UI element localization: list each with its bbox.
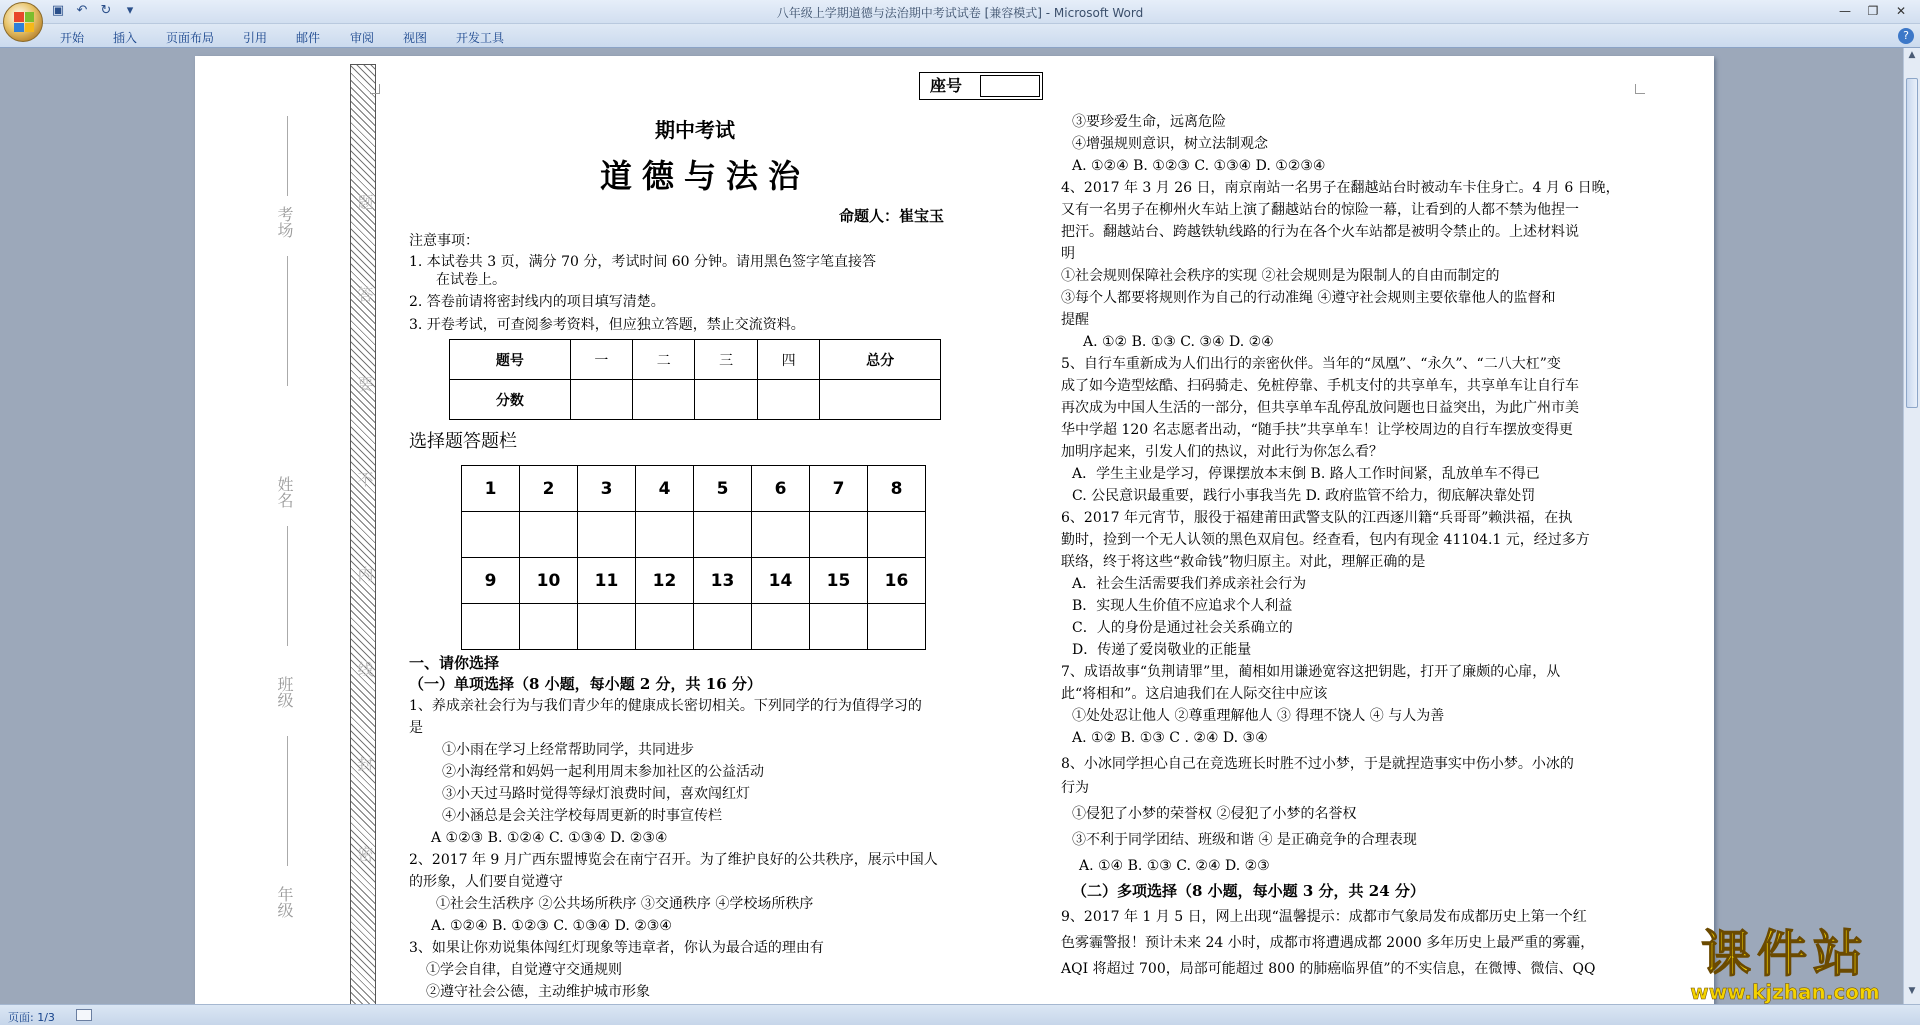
score-table: [449, 339, 941, 420]
answer-number: 11: [578, 558, 636, 604]
question-line: AQI 将超过 700，局部可能超过 800 的肺癌临界值”的不实信息，在微博、微信、QQ: [1061, 961, 1596, 977]
ribbon-tabs: [0, 24, 1920, 48]
score-table-header: 三: [695, 340, 757, 380]
watermark: [1670, 924, 1900, 1004]
section-heading: 一、请你选择: [409, 654, 500, 672]
option-line: ①社会生活秩序 ②公共场所秩序 ③交通秩序 ④学校场所秩序: [436, 896, 814, 912]
answer-cell[interactable]: [810, 512, 868, 558]
option-line: ②遵守社会公德，主动维护城市形象: [426, 984, 650, 1000]
score-cell[interactable]: [570, 380, 632, 420]
answer-number: 2: [520, 466, 578, 512]
choice-line: C. 公民意识最重要，践行小事我当先 D. 政府监管不给力，彻底解决靠处罚: [1072, 488, 1536, 504]
answer-number: 3: [578, 466, 636, 512]
scroll-up-icon[interactable]: ▲: [1908, 50, 1916, 60]
answer-number: 13: [694, 558, 752, 604]
score-cell[interactable]: [757, 380, 819, 420]
section-subheading: （二）多项选择（8 小题，每小题 3 分，共 24 分）: [1072, 882, 1425, 900]
watermark-title: 课件站: [1701, 924, 1869, 983]
question-line: 6、2017 年元宵节，服役于福建莆田武警支队的江西逐川籍“兵哥哥”赖洪福，在执: [1061, 510, 1573, 526]
seal-char: 密: [355, 846, 374, 862]
answer-number: 10: [520, 558, 578, 604]
answer-number: 15: [810, 558, 868, 604]
answer-cell[interactable]: [520, 512, 578, 558]
answer-number: 8: [868, 466, 926, 512]
seal-char: 线: [355, 661, 374, 677]
option-line: ③不利于同学团结、班级和谐 ④ 是正确竞争的合理表现: [1072, 832, 1417, 848]
scrollbar-thumb[interactable]: [1906, 78, 1918, 408]
option-line: ①侵犯了小梦的荣誉权 ②侵犯了小梦的名誉权: [1072, 806, 1357, 822]
question-line: 7、成语故事“负荆请罪”里，蔺相如用谦逊宽容这把钥匙，打开了廉颇的心扉，从: [1061, 664, 1561, 680]
answer-cell[interactable]: [520, 604, 578, 650]
tab-developer[interactable]: 开发工具: [456, 31, 505, 45]
title-bar: [0, 0, 1920, 24]
answer-cell[interactable]: [578, 512, 636, 558]
choice-line: D．传递了爱岗敬业的正能量: [1072, 642, 1252, 658]
score-table-header: 二: [633, 340, 695, 380]
answer-cell[interactable]: [868, 604, 926, 650]
office-button[interactable]: [3, 2, 43, 42]
option-line: ①社会规则保障社会秩序的实现 ②社会规则是为限制人的自由而制定的: [1061, 268, 1500, 284]
answer-number: 5: [694, 466, 752, 512]
question-line: 5、自行车重新成为人们出行的亲密伙伴。当年的“凤凰”、“永久”、“二八大杠”变: [1061, 356, 1561, 372]
answer-grid-heading: 选择题答题栏: [409, 431, 517, 452]
option-line: ③要珍爱生命，远离危险: [1072, 114, 1226, 130]
minimize-icon[interactable]: —: [1839, 4, 1851, 18]
customize-toolbar-icon[interactable]: ▾: [126, 3, 134, 18]
save-icon[interactable]: ▣: [51, 3, 65, 18]
choice-line: A. ①② B. ①③ C . ②④ D. ③④: [1072, 730, 1268, 746]
answer-cell[interactable]: [752, 604, 810, 650]
answer-number: 9: [462, 558, 520, 604]
seal-char: 内: [355, 566, 374, 582]
option-line: ④小涵总是会关注学校每周更新的时事宣传栏: [442, 808, 722, 824]
binding-label-class: 班级: [275, 676, 294, 708]
question-line: 的形象，人们要自觉遵守: [409, 874, 563, 890]
tab-insert[interactable]: 插入: [113, 31, 138, 45]
question-line: 8、小冰同学担心自己在竞选班长时胜不过小梦，于是就捏造事实中伤小梦。小冰的: [1061, 756, 1574, 772]
watermark-url: www.kjzhan.com: [1690, 980, 1880, 1004]
answer-grid: [461, 465, 926, 650]
tab-page-layout[interactable]: 页面布局: [166, 31, 215, 45]
answer-cell[interactable]: [694, 604, 752, 650]
notice-heading: 注意事项：: [409, 233, 479, 249]
office-logo-icon: [14, 12, 34, 32]
choice-line: A. ①②④ B. ①②③ C. ①③④ D. ②③④: [431, 918, 672, 934]
answer-number: 6: [752, 466, 810, 512]
notice-line: 2. 答卷前请将密封线内的项目填写清楚。: [409, 294, 665, 310]
question-line: 2、2017 年 9 月广西东盟博览会在南宁召开。为了维护良好的公共秩序，展示中国人: [409, 852, 938, 868]
answer-cell[interactable]: [578, 604, 636, 650]
option-line: ③小天过马路时觉得等绿灯浪费时间，喜欢闯红灯: [442, 786, 750, 802]
answer-cell[interactable]: [868, 512, 926, 558]
option-line: ④增强规则意识，树立法制观念: [1072, 136, 1268, 152]
option-line: ①小雨在学习上经常帮助同学，共同进步: [442, 742, 694, 758]
choice-line: A．社会生活需要我们养成亲社会行为: [1072, 576, 1307, 592]
option-line: ①处处忍让他人 ②尊重理解他人 ③ 得理不饶人 ④ 与人为善: [1072, 708, 1445, 724]
choice-line: A．学生主业是学习，停课摆放本末倒 B. 路人工作时间紧，乱放单车不得已: [1072, 466, 1540, 482]
answer-number: 1: [462, 466, 520, 512]
choice-line: B．实现人生价值不应追求个人利益: [1072, 598, 1293, 614]
seal-char: 答: [355, 286, 374, 302]
answer-number: 12: [636, 558, 694, 604]
option-line: ①学会自律，自觉遵守交通规则: [426, 962, 622, 978]
question-line: 4、2017 年 3 月 26 日，南京南站一名男子在翻越站台时被动车卡住身亡。4 月 6 日晚，: [1061, 180, 1620, 196]
question-line: 又有一名男子在柳州火车站上演了翻越站台的惊险一幕，让看到的人都不禁为他捏一: [1061, 202, 1579, 218]
notice-line: 3. 开卷考试，可查阅参考资料，但应独立答题，禁止交流资料。: [409, 317, 805, 333]
seal-char: 要: [355, 376, 374, 392]
vertical-scrollbar[interactable]: [1903, 48, 1920, 1004]
tab-view[interactable]: 视图: [403, 31, 428, 45]
tab-mailings[interactable]: 邮件: [296, 31, 321, 45]
author-line: 命题人：崔宝玉: [839, 207, 945, 225]
option-line: ②小海经常和妈妈一起利用周末参加社区的公益活动: [442, 764, 764, 780]
score-table-header: 题号: [450, 340, 571, 380]
answer-number: 7: [810, 466, 868, 512]
answer-cell[interactable]: [636, 604, 694, 650]
score-cell[interactable]: [695, 380, 757, 420]
question-line: 明: [1061, 246, 1075, 262]
question-line: 把汗。翻越站台、跨越铁轨线路的行为在各个火车站都是被明令禁止的。上述材料说: [1061, 224, 1579, 240]
score-table-header: 总分: [820, 340, 941, 380]
page-count[interactable]: 页面: 1/3: [8, 1011, 55, 1024]
binding-label-grade: 年级: [275, 886, 294, 918]
choice-line: A ①②③ B. ①②④ C. ①③④ D. ②③④: [431, 830, 668, 846]
undo-icon[interactable]: ↶: [76, 3, 88, 18]
question-line: 9、2017 年 1 月 5 日，网上出现“温馨提示：成都市气象局发布成都历史上第一个红: [1061, 909, 1587, 925]
language-icon[interactable]: [76, 1009, 92, 1021]
answer-cell[interactable]: [752, 512, 810, 558]
seal-char: 封: [355, 756, 374, 772]
seat-number-box: [919, 72, 1043, 100]
question-line: 加明序起来，引发人们的热议，对此行为你怎么看？: [1061, 444, 1383, 460]
answer-cell[interactable]: [694, 512, 752, 558]
status-bar: [0, 1004, 1920, 1025]
redo-icon[interactable]: ↻: [100, 3, 112, 18]
question-line: 成了如今造型炫酷、扫码骑走、免桩停靠、手机支付的共享单车，共享单车让自行车: [1061, 378, 1579, 394]
answer-number: 14: [752, 558, 810, 604]
choice-line: A. ①④ B. ①③ C. ②④ D. ②③: [1079, 858, 1270, 874]
question-line: 3、如果让你劝说集体闯红灯现象等违章者，你认为最合适的理由有: [409, 940, 824, 956]
answer-cell[interactable]: [462, 604, 520, 650]
seat-label: 座号: [930, 76, 963, 95]
question-line: 色雾霾警报！预计未来 24 小时，成都市将遭遇成都 2000 多年历史上最严重的雾霾，: [1061, 935, 1595, 951]
maximize-icon[interactable]: ❐: [1867, 4, 1879, 18]
score-cell[interactable]: [820, 380, 941, 420]
binding-label-name: 姓名: [275, 476, 294, 508]
help-icon[interactable]: ?: [1898, 28, 1914, 44]
seal-char: 不: [355, 471, 374, 487]
option-line: 提醒: [1061, 312, 1089, 328]
choice-line: C．人的身份是通过社会关系确立的: [1072, 620, 1293, 636]
document-workspace: [0, 48, 1903, 1004]
close-icon[interactable]: ✕: [1895, 4, 1907, 18]
choice-line: A. ①②④ B. ①②③ C. ①③④ D. ①②③④: [1072, 158, 1326, 174]
answer-cell[interactable]: [636, 512, 694, 558]
choice-line: A. ①② B. ①③ C. ③④ D. ②④: [1083, 334, 1274, 350]
question-line: 再次成为中国人生活的一部分，但共享单车乱停乱放问题也日益突出，为此广州市美: [1061, 400, 1579, 416]
binding-label-exam-room: 考场: [275, 206, 294, 238]
question-line: 是: [409, 720, 423, 736]
score-table-header: 四: [757, 340, 819, 380]
tab-review[interactable]: 审阅: [350, 31, 375, 45]
scroll-down-icon[interactable]: ▼: [1908, 986, 1916, 996]
exam-title: 道德与法治: [600, 157, 811, 195]
option-line: ③每个人都要将规则作为自己的行动准绳 ④遵守社会规则主要依靠他人的监督和: [1061, 290, 1556, 306]
tab-references[interactable]: 引用: [243, 31, 268, 45]
notice-line: 1. 本试卷共 3 页，满分 70 分，考试时间 60 分钟。请用黑色签字笔直接答: [409, 254, 877, 270]
tab-home[interactable]: 开始: [60, 31, 85, 45]
document-page[interactable]: [195, 56, 1714, 1004]
answer-cell[interactable]: [462, 512, 520, 558]
exam-subtitle: 期中考试: [655, 118, 735, 142]
question-line: 此“将相和”。这启迪我们在人际交往中应该: [1061, 686, 1328, 702]
answer-cell[interactable]: [810, 604, 868, 650]
question-line: 行为: [1061, 780, 1089, 796]
question-line: 联络，终于将这些“救命钱”物归原主。对此，理解正确的是: [1061, 554, 1426, 570]
score-row-label: 分数: [450, 380, 571, 420]
answer-number: 16: [868, 558, 926, 604]
window-controls: [1832, 2, 1914, 20]
score-cell[interactable]: [633, 380, 695, 420]
section-subheading: （一）单项选择（8 小题，每小题 2 分，共 16 分）: [409, 675, 762, 693]
question-line: 勤时，捡到一个无人认领的黑色双肩包。经查看，包内有现金 41104.1 元，经过多方: [1061, 532, 1590, 548]
window-title: 八年级上学期道德与法治期中考试试卷 [兼容模式] - Microsoft Word: [776, 6, 1144, 20]
question-line: 1、养成亲社会行为与我们青少年的健康成长密切相关。下列同学的行为值得学习的: [409, 698, 922, 714]
answer-number: 4: [636, 466, 694, 512]
notice-line: 在试卷上。: [436, 272, 506, 288]
seal-char: 题: [355, 194, 374, 210]
score-table-header: 一: [570, 340, 632, 380]
question-line: 华中学超 120 名志愿者出动，“随手扶”共享单车！让学校周边的自行车摆放变得更: [1061, 422, 1573, 438]
